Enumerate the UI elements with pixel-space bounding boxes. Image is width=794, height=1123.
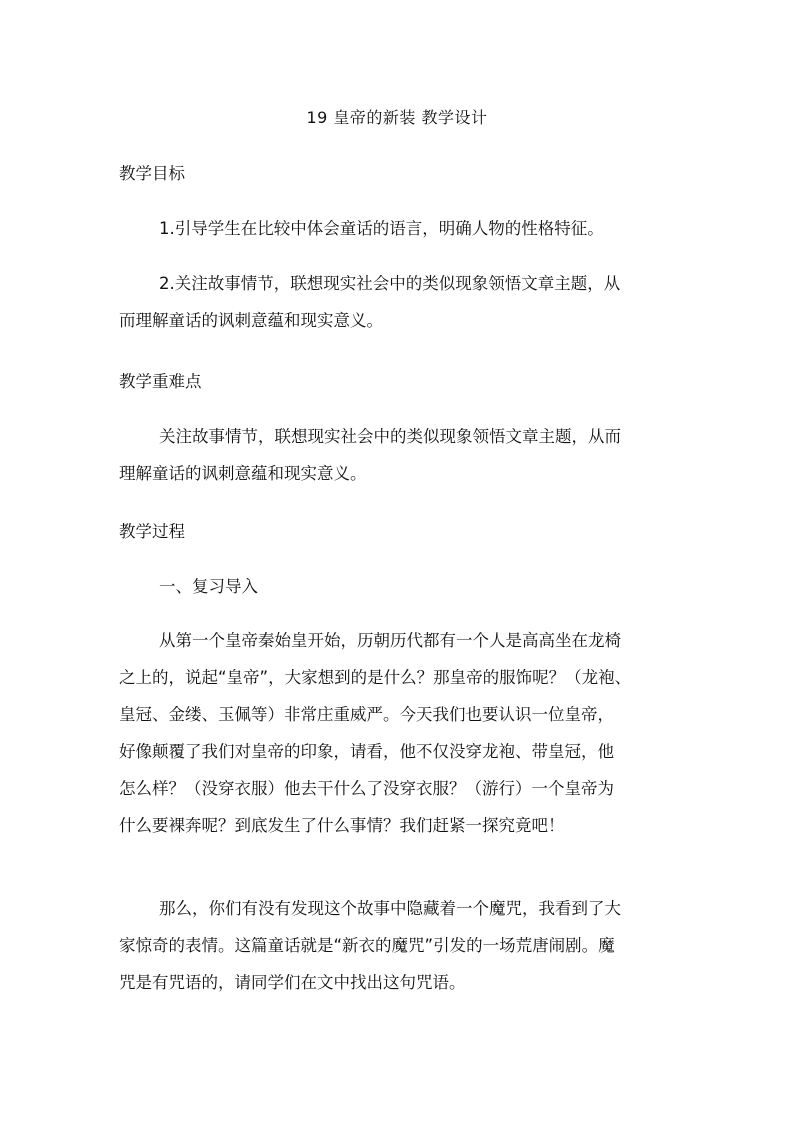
para2-line-2: 家惊奇的表情。这篇童话就是“新衣的魔咒”引发的一场荒唐闹剧。魔 <box>119 936 615 955</box>
key-points-line-1: 关注故事情节，联想现实社会中的类似现象领悟文章主题，从而 <box>159 427 621 446</box>
objective-2-line-2: 而理解童话的讽刺意蕴和现实意义。 <box>119 311 383 330</box>
process-step-one <box>119 568 679 605</box>
heading-process: 教学过程 <box>119 522 185 541</box>
para1-line-3: 皇冠、金缕、玉佩等）非常庄重威严。今天我们也要认识一位皇帝， <box>119 705 614 724</box>
para2-line-1: 那么，你们有没有发现这个故事中隐藏着一个魔咒，我看到了大 <box>159 899 621 918</box>
heading-key-points: 教学重难点 <box>119 372 202 391</box>
key-points-paragraph <box>119 418 679 492</box>
heading-objectives: 教学目标 <box>119 164 185 183</box>
para1-line-1: 从第一个皇帝秦始皇开始，历朝历代都有一个人是高高坐在龙椅 <box>159 631 621 650</box>
objective-1-line-1: 1.引导学生在比较中体会童话的语言，明确人物的性格特征。 <box>159 219 604 238</box>
objective-item-1 <box>119 210 679 247</box>
para1-line-2: 之上的，说起“皇帝”，大家想到的是什么？那皇帝的服饰呢？（龙袍、 <box>119 668 632 687</box>
objective-item-2 <box>119 265 679 339</box>
step-one-label: 一、复习导入 <box>159 577 258 596</box>
objective-2-line-1: 2.关注故事情节，联想现实社会中的类似现象领悟文章主题，从 <box>159 274 621 293</box>
process-paragraph-1 <box>119 622 679 844</box>
para2-line-3: 咒是有咒语的，请同学们在文中找出这句咒语。 <box>119 973 466 992</box>
key-points-line-2: 理解童话的讽刺意蕴和现实意义。 <box>119 464 367 483</box>
page-title: 19 皇帝的新装 教学设计 <box>306 108 488 127</box>
para1-line-5: 怎么样？（没穿衣服）他去干什么了没穿衣服？（游行）一个皇帝为 <box>119 779 614 798</box>
para1-line-6: 什么要裸奔呢？到底发生了什么事情？我们赶紧一探究竟吧！ <box>119 816 565 835</box>
para1-line-4: 好像颠覆了我们对皇帝的印象，请看，他不仅没穿龙袍、带皇冠，他 <box>119 742 614 761</box>
process-paragraph-2 <box>119 890 679 1001</box>
